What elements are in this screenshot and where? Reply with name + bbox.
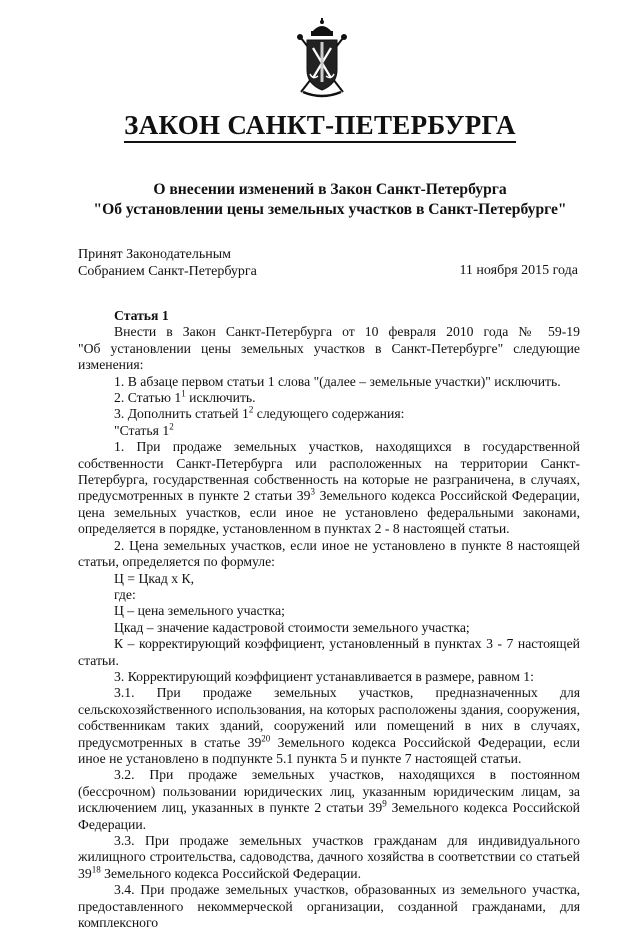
paragraph-3-1: 3.1. При продаже земельных участков, предназначенных для сельскохозяйственного использования, на которых расположены здания, сооружения, собственникам таких зданий, сооружений или помещений в них в случаях, предусмотренных в статье $39^{20}$ Земельного кодекса Российской Федерации, если иное не установлено в подпункте 5.1 пункта 5 и пункте 7 настоящей статьи. — [78, 685, 580, 766]
subtitle-line-1: О внесении изменений в Закон Санкт-Петербурга — [153, 181, 507, 198]
formula: Ц = Цкад х К, — [114, 570, 195, 586]
definition-coefficient: К – корректирующий коэффициент, установленный в пунктах 3 - 7 настоящей статьи. — [78, 636, 580, 668]
definition-cadastral: Цкад – значение кадастровой стоимости земельного участка; — [114, 619, 470, 635]
adoption-line-1: Принят Законодательным — [78, 247, 231, 262]
where-label: где: — [114, 586, 136, 602]
article-body — [78, 308, 580, 931]
intro-line-1: Внести в Закон Санкт-Петербурга от 10 февраля 2010 года № 59-19 — [114, 324, 580, 340]
article-heading: Статья 1 — [114, 308, 169, 323]
intro-line-2: "Об установлении цены земельных участков в Санкт-Петербурге" следующие изменения: — [78, 340, 580, 373]
adoption-date: 11 ноября 2015 года — [459, 263, 578, 278]
subtitle-line-2: "Об установлении цены земельных участков в Санкт-Петербурге" — [93, 201, 567, 218]
law-subtitle — [60, 180, 600, 220]
paragraph-3: 3. Корректирующий коэффициент устанавливается в размере, равном 1: — [114, 668, 534, 684]
definition-price: Ц – цена земельного участка; — [114, 603, 285, 619]
law-title: ЗАКОН САНКТ-ПЕТЕРБУРГА — [0, 110, 640, 141]
paragraph-3-4: 3.4. При продаже земельных участков, образованных из земельного участка, предоставленного некоммерческой организации, созданной гражданами, для комплексного — [78, 882, 580, 931]
new-article-heading: "Статья $1^2$ — [114, 421, 174, 438]
paragraph-1: 1. При продаже земельных участков, находящихся в государственной собственности Санкт-Петербурга или расположенных на территории Санкт-Петербурга, государственная собственность на которые не разграничена, в случаях, предусмотренных в пункте 2 статьи $39^3$ Земельного кодекса Российской Федерации, цена земельных участков, если иное не установлено федеральными законами, определяется в порядке, установленном в пунктах 2 - 8 настоящей статьи. — [78, 439, 580, 537]
adoption-block — [78, 246, 257, 280]
adoption-line-2: Собранием Санкт-Петербурга — [78, 264, 257, 279]
coat-of-arms-emblem — [293, 18, 351, 100]
item-2: 2. Статью $1^1$ исключить. — [114, 388, 256, 406]
item-1: 1. В абзаце первом статьи 1 слова "(далее – земельные участки)" исключить. — [114, 373, 561, 389]
paragraph-2: 2. Цена земельных участков, если иное не установлено в пункте 8 настоящей статьи, определяется по формуле: — [78, 537, 580, 570]
item-3: 3. Дополнить статьей $1^2$ следующего содержания: — [114, 404, 405, 422]
paragraph-3-3: 3.3. При продаже земельных участков гражданам для индивидуального жилищного строительства, садоводства, дачного хозяйства в соответствии со статьей $39^{18}$ Земельного кодекса Российской Федерации. — [78, 833, 580, 881]
paragraph-3-2: 3.2. При продаже земельных участков, находящихся в постоянном (бессрочном) пользовании юридических лиц, указанным юридическим лицам, за исключением лиц, указанных в пункте 2 статьи $39^9$ Земельного кодекса Российской Федерации. — [78, 767, 580, 832]
